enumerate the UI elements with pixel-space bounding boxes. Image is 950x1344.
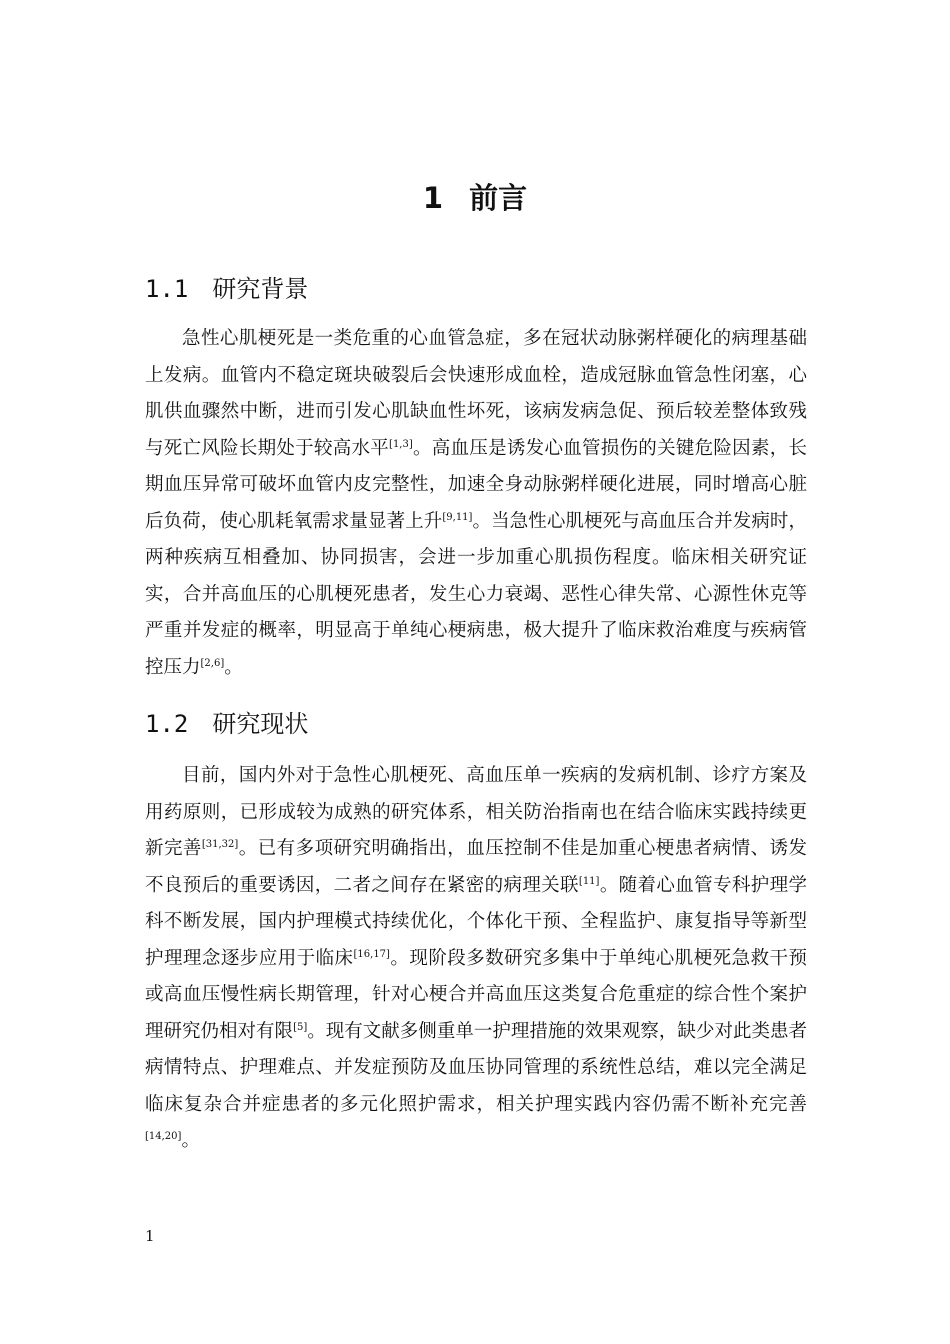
section-heading-1-1	[145, 272, 308, 306]
section-title: 研究现状	[212, 710, 309, 738]
citation-marker: [1,3]	[389, 438, 413, 450]
citation-marker: [16,17]	[353, 948, 390, 960]
citation-marker: [2,6]	[200, 657, 225, 669]
section-number: 1.1	[145, 275, 189, 303]
paragraph-text: 。随着心血管专科护理学科不断发展，国内护理模式持续优化，个体化干预、全程监护、康复指导等新型护理理念逐步应用于临床	[145, 874, 807, 969]
section-number: 1.2	[145, 710, 189, 738]
chapter-title	[0, 178, 950, 218]
paragraph-text: 。	[224, 656, 243, 678]
section-1-2-paragraph	[145, 758, 807, 1160]
citation-marker: [9,11]	[442, 511, 473, 523]
section-1-1-paragraph	[145, 321, 807, 686]
paragraph-text: 。高血压是诱发心血管损伤的关键危险因素，长期血压异常可破坏血管内皮完整性，加速全身动脉粥样硬化进展，同时增高心脏后负荷，使心肌耗氧需求量显著上升	[145, 437, 807, 532]
page-number: 1	[145, 1227, 155, 1245]
paragraph-text: 。	[181, 1130, 200, 1151]
paragraph-text: 。现阶段多数研究多集中于单纯心肌梗死急救干预或高血压慢性病长期管理，针对心梗合并高血压这类复合危重症的综合性个案护理研究仍相对有限	[145, 947, 807, 1042]
paragraph-text: 急性心肌梗死是一类危重的心血管急症，多在冠状动脉粥样硬化的病理基础上发病。血管内不稳定斑块破裂后会快速形成血栓，造成冠脉血管急性闭塞，心肌供血骤然中断，进而引发心肌缺血性坏死，该病发病急促、预后较差整体致残与死亡风险长期处于较高水平	[145, 328, 807, 459]
section-heading-1-2	[145, 707, 308, 741]
paragraph-text: 。当急性心肌梗死与高血压合并发病时，两种疾病互相叠加、协同损害，会进一步加重心肌损伤程度。临床相关研究证实，合并高血压的心肌梗死患者，发生心力衰竭、恶性心律失常、心源性休克等严重并发症的概率，明显高于单纯心梗病患，极大提升了临床救治难度与疾病管控压力	[145, 510, 807, 678]
chapter-number: 1	[422, 181, 444, 215]
citation-marker: [11]	[578, 875, 600, 887]
paragraph-text: 。现有文献多侧重单一护理措施的效果观察，缺少对此类患者病情特点、护理难点、并发症预防及血压协同管理的系统性总结，难以完全满足临床复杂合并症患者的多元化照护需求，相关护理实践内容仍需不断补充完善	[145, 1020, 807, 1115]
citation-marker: [31,32]	[201, 839, 239, 850]
citation-marker: [5]	[293, 1021, 308, 1033]
paragraph-text: 目前，国内外对于急性心肌梗死、高血压单一疾病的发病机制、诊疗方案及用药原则，已形成较为成熟的研究体系，相关防治指南也在结合临床实践持续更新完善	[145, 765, 807, 859]
section-title: 研究背景	[212, 275, 309, 303]
paragraph-text: 。已有多项研究明确指出，血压控制不佳是加重心梗患者病情、诱发不良预后的重要诱因，二者之间存在紧密的病理关联	[145, 838, 807, 896]
chapter-title-text: 前言	[469, 181, 528, 215]
citation-marker: [14,20]	[145, 1131, 182, 1142]
